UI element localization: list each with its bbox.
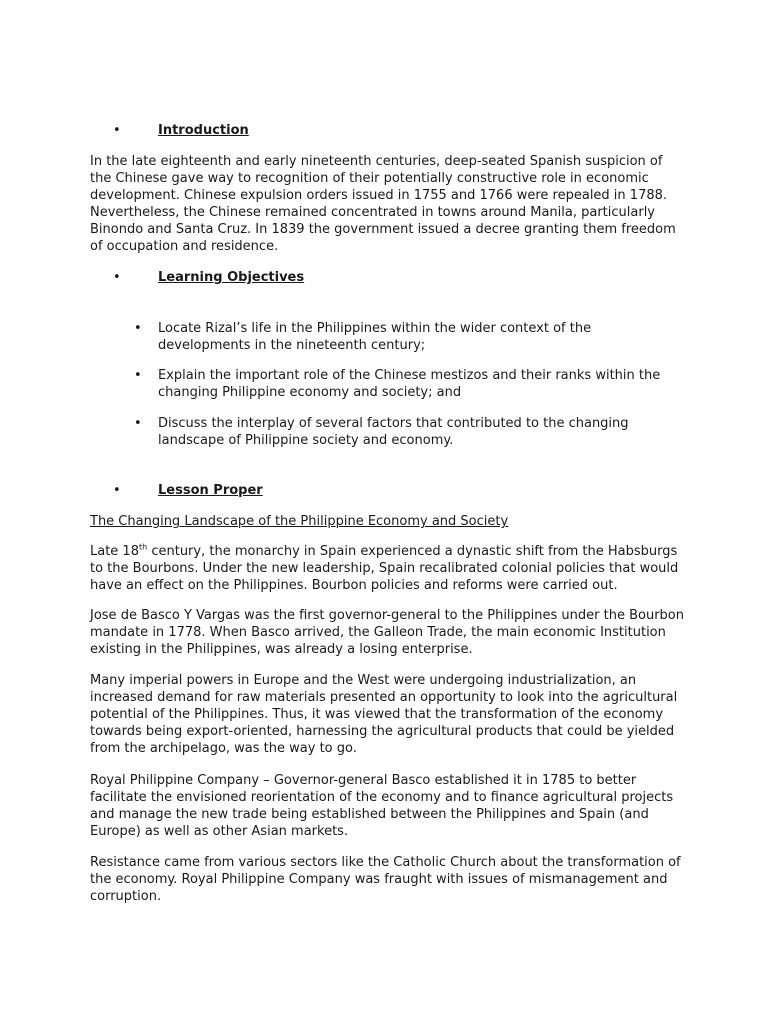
lesson-paragraph-1 (90, 543, 686, 594)
intro-paragraph: In the late eighteenth and early nineteenth centuries, deep-seated Spanish suspicion of the Chinese gave way to recognition of their potentially constructive role in economic development. Chinese expulsion orders issued in 1755 and 1766 were repealed in 1788. Nevertheless, the Chinese remained concentrated in towns around Manila, particularly Binondo and Santa Cruz. In 1839 the government issued a decree granting them freedom of occupation and residence. (90, 154, 676, 254)
objectives-heading: Learning Objectives (158, 270, 305, 285)
lesson-paragraph-4: Royal Philippine Company – Governor-general Basco established it in 1785 to better facilitate the envisioned reorientation of the economy and to finance agricultural projects and manage the new trade being established between the Philippines and Spain (and Europe) as well as other Asian markets. (90, 773, 674, 839)
lesson-paragraph-3: Many imperial powers in Europe and the West were undergoing industrialization, an increased demand for raw materials presented an opportunity to look into the agricultural potential of the Philippines. Thus, it was viewed that the transformation of the economy towards being export-oriented, harnessing the agricultural products that could be yielded from the archipelago, was the way to go. (90, 673, 678, 756)
p1-superscript: th (138, 542, 148, 552)
objective-text: Locate Rizal’s life in the Philippines within the wider context of the developments in the nineteenth century; (158, 321, 592, 353)
objective-text: Discuss the interplay of several factors that contributed to the changing landscape of Philippine society and economy. (158, 416, 629, 448)
bullet-icon: • (113, 123, 121, 138)
bullet-icon: • (113, 483, 121, 498)
bullet-icon: • (134, 321, 142, 336)
bullet-icon: • (134, 416, 142, 431)
bullet-icon: • (113, 270, 121, 285)
p1-rest: century, the monarchy in Spain experienced a dynastic shift from the Habsburgs to the Bourbons. Under the new leadership, Spain recalibrated colonial policies that would have an effect on the Philippines. Bourbon policies and reforms were carried out. (90, 544, 679, 593)
objective-text: Explain the important role of the Chinese mestizos and their ranks within the changing Philippine economy and society; and (158, 368, 661, 400)
lesson-heading: Lesson Proper (158, 483, 263, 498)
p1-start: Late 18 (90, 544, 139, 559)
lesson-paragraph-5: Resistance came from various sectors like the Catholic Church about the transformation of the economy. Royal Philippine Company was fraught with issues of mismanagement and corruption. (90, 855, 681, 904)
intro-heading-row (0, 122, 768, 139)
lesson-heading-row (0, 482, 768, 499)
lesson-paragraph-2: Jose de Basco Y Vargas was the first governor-general to the Philippines under the Bourbon mandate in 1778. When Basco arrived, the Galleon Trade, the main economic Institution existing in the Philippines, was already a losing enterprise. (90, 608, 684, 657)
section-subheading: The Changing Landscape of the Philippine Economy and Society (90, 514, 509, 529)
intro-heading: Introduction (158, 123, 249, 138)
bullet-icon: • (134, 368, 142, 383)
objectives-heading-row (0, 269, 768, 286)
